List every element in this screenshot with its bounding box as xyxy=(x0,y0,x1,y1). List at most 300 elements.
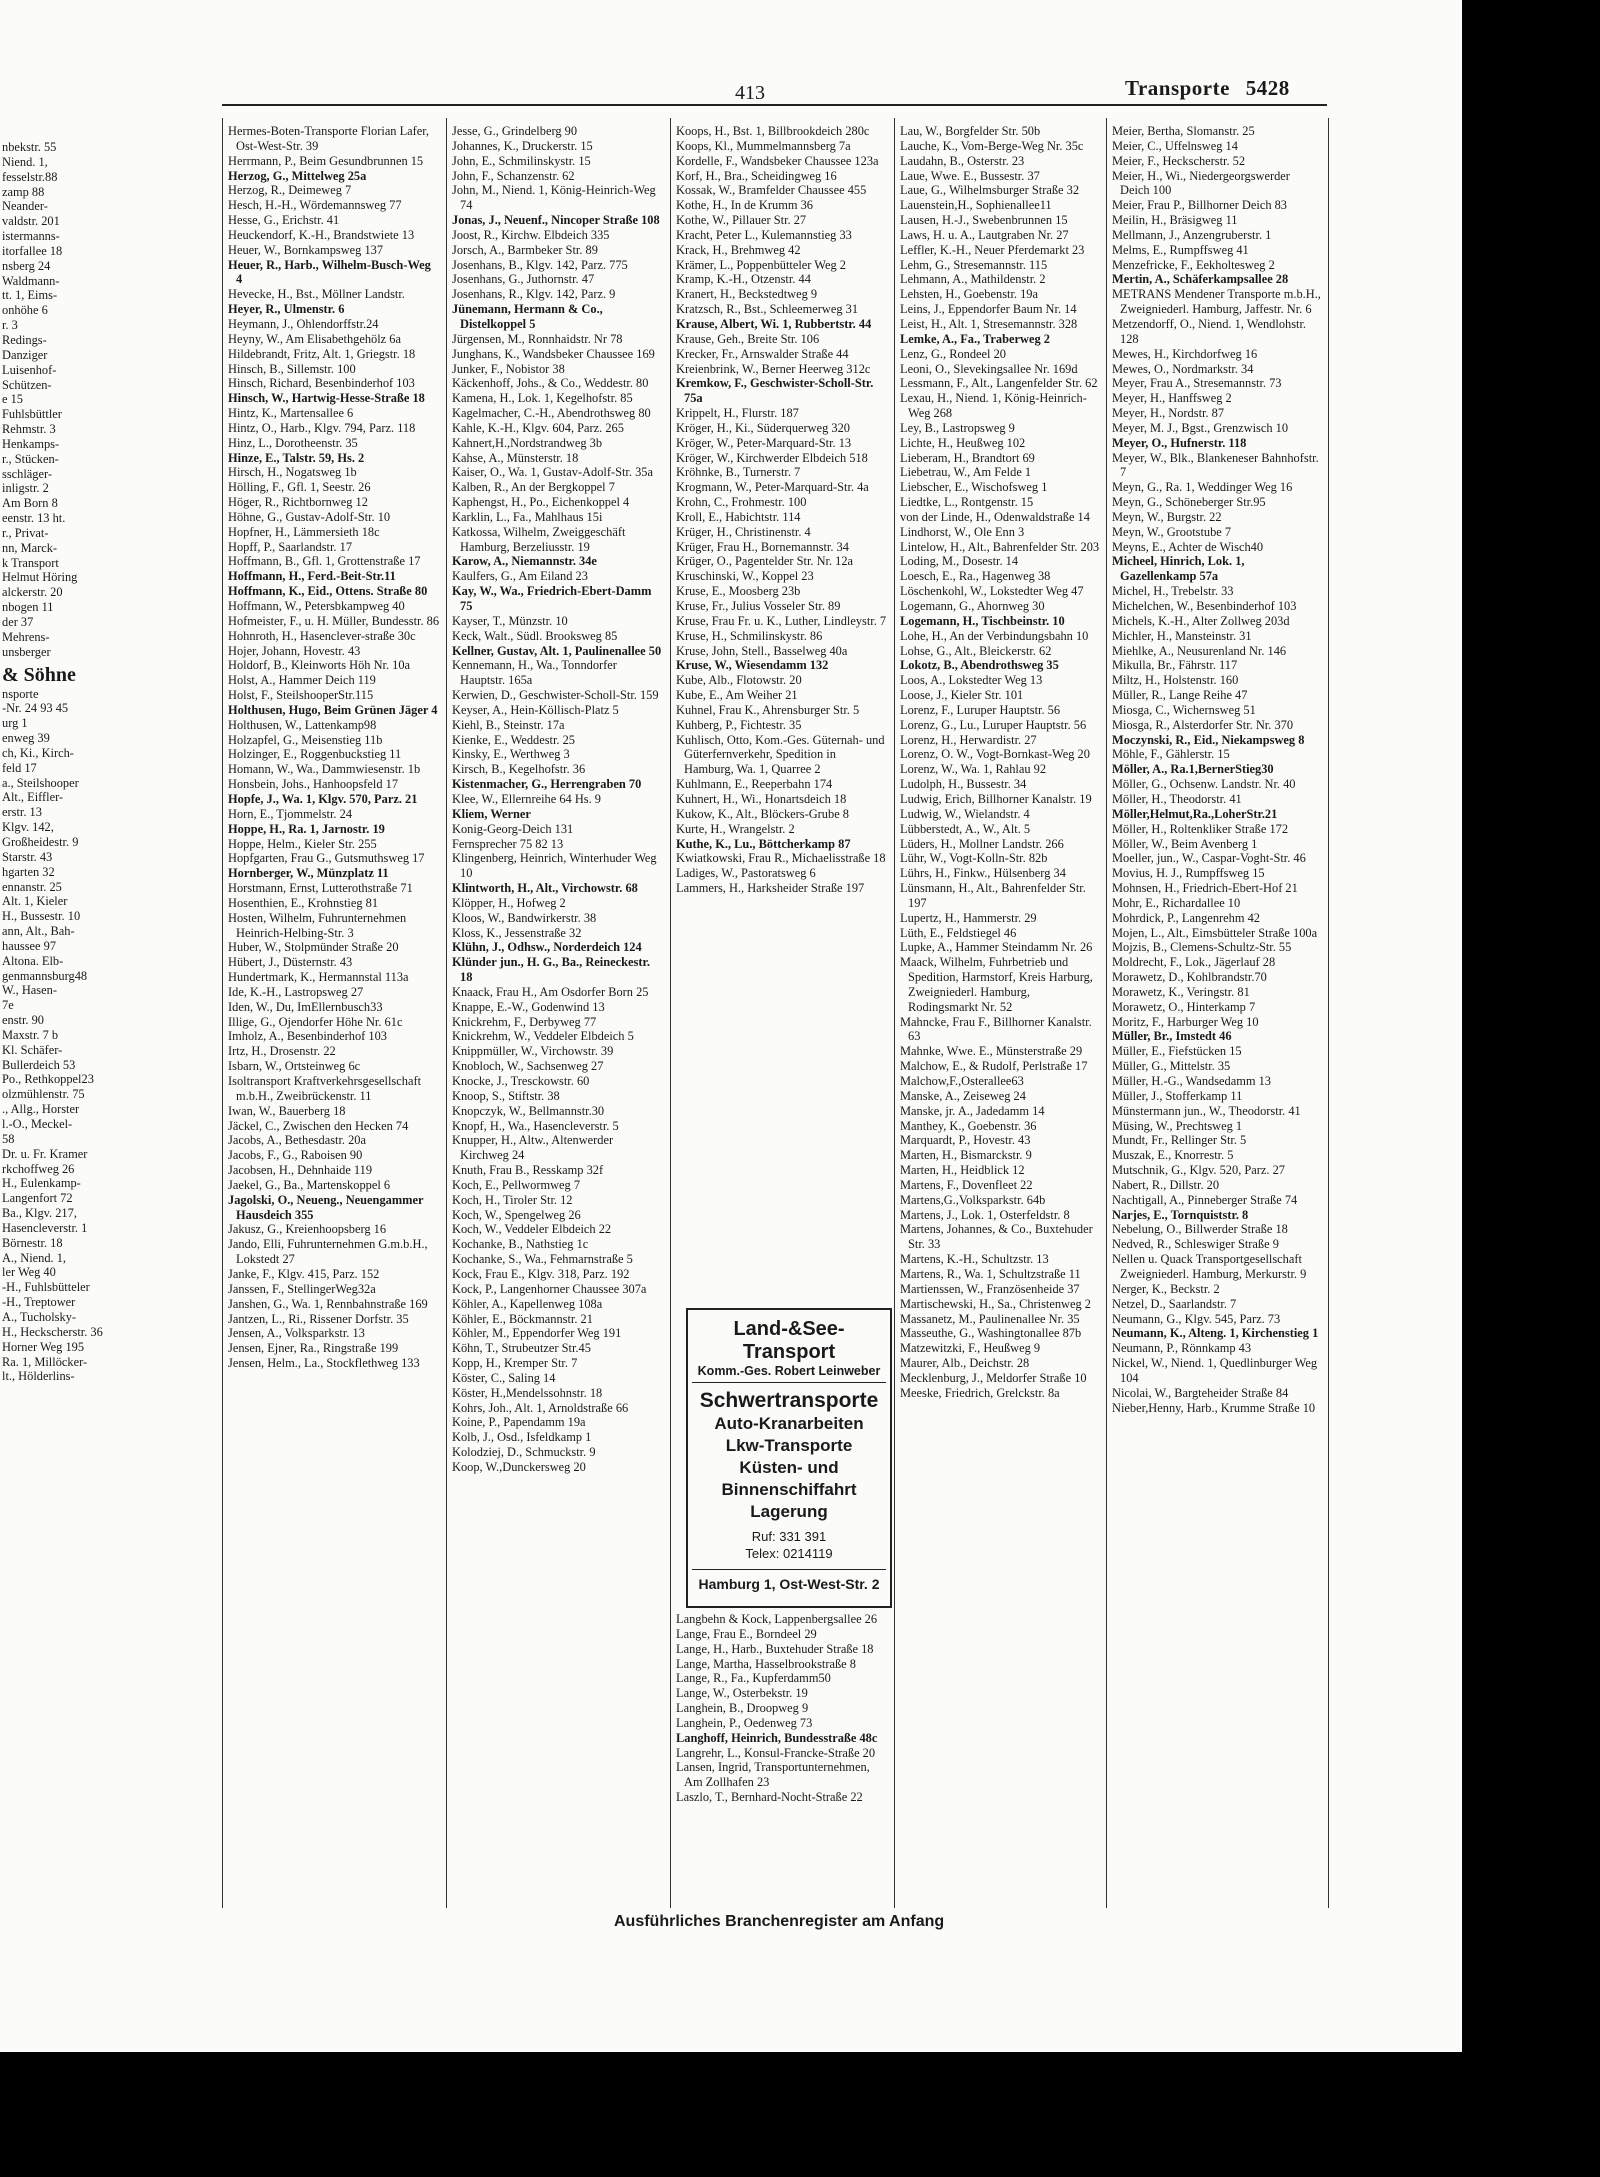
left-fragment-line: onhöhe 6 xyxy=(2,303,48,318)
column-divider xyxy=(670,118,671,1908)
left-fragment-line: enweg 39 xyxy=(2,731,50,746)
directory-entry: Mellmann, J., Anzengruberstr. 1 xyxy=(1112,227,1272,242)
directory-entry: Katkossa, Wilhelm, Zweiggeschäft Hamburg, Berzeliusstr. 19 xyxy=(452,524,626,554)
left-fragment-line: olzmühlenstr. 75 xyxy=(2,1087,85,1102)
section-name: Transporte xyxy=(1125,76,1230,100)
directory-entry: Kuhnel, Frau K., Ahrensburger Str. 5 xyxy=(676,702,860,717)
directory-entry: Hesch, H.-H., Wördemannsweg 77 xyxy=(228,198,402,213)
ad-telex: Telex: 0214119 xyxy=(745,1546,833,1561)
directory-entry: Klöpper, H., Hofweg 2 xyxy=(452,895,566,910)
directory-entry: Hinsch, Richard, Besenbinderhof 103 xyxy=(228,376,415,391)
directory-entry: Hopfgarten, Frau G., Gutsmuthsweg 17 xyxy=(228,851,425,866)
directory-entry: Krogmann, W., Peter-Marquard-Str. 4a xyxy=(676,480,869,495)
directory-entry: Kock, Frau E., Klgv. 318, Parz. 192 xyxy=(452,1266,630,1281)
directory-entry: Kothe, W., Pillauer Str. 27 xyxy=(676,213,807,228)
footer-note: Ausführliches Branchenregister am Anfang xyxy=(614,1913,945,1930)
left-fragment-line: nsporte xyxy=(2,686,39,701)
left-fragment-line: Alt., Eiffler- xyxy=(2,790,64,805)
left-fragment-line: 7e xyxy=(2,998,14,1013)
directory-entry: Knickrehm, W., Veddeler Elbdeich 5 xyxy=(452,1029,634,1044)
left-fragment-line: alckerstr. 20 xyxy=(2,585,63,600)
directory-entry: Klühn, J., Odhsw., Norderdeich 124 xyxy=(452,940,642,955)
directory-entry: Lehsten, H., Goebenstr. 19a xyxy=(900,287,1038,302)
directory-entry: Löschenkohl, W., Lokstedter Weg 47 xyxy=(900,584,1084,599)
directory-entry: Morawetz, D., Kohlbrandstr.70 xyxy=(1112,970,1267,985)
directory-entry: Müller, Br., Imstedt 46 xyxy=(1112,1029,1232,1044)
directory-entry: Meyn, W., Grootstube 7 xyxy=(1112,524,1232,539)
directory-entry: Movius, H. J., Rumpffsweg 15 xyxy=(1112,866,1265,881)
directory-entry: Hofmeister, F., u. H. Müller, Bundesstr. 86 xyxy=(228,613,440,628)
directory-entry: Lupke, A., Hammer Steindamm Nr. 26 xyxy=(900,940,1093,955)
directory-entry: Heyer, R., Ulmenstr. 6 xyxy=(228,302,345,317)
directory-entry: Horstmann, Ernst, Lutterothstraße 71 xyxy=(228,881,413,896)
directory-entry: Krüger, H., Christinenstr. 4 xyxy=(676,524,811,539)
ad-service: Binnenschiffahrt xyxy=(721,1480,857,1499)
directory-entry: Jensen, Ejner, Ra., Ringstraße 199 xyxy=(228,1341,399,1356)
left-fragment-line: 58 xyxy=(2,1131,15,1146)
directory-entry: Koch, E., Pellwormweg 7 xyxy=(452,1177,581,1192)
directory-entry: Hundertmark, K., Hermannstal 113a xyxy=(228,970,409,985)
directory-entry: Lau, W., Borgfelder Str. 50b xyxy=(900,124,1041,138)
directory-entry: Müller, J., Stofferkamp 11 xyxy=(1112,1088,1243,1103)
directory-entry: Laue, G., Wilhelmsburger Straße 32 xyxy=(900,183,1080,198)
directory-entry: Lünsmann, H., Alt., Bahrenfelder Str. 197 xyxy=(900,881,1086,910)
directory-entry: Klintworth, H., Alt., Virchowstr. 68 xyxy=(452,881,638,896)
directory-entry: Kirsch, B., Kegelhofstr. 36 xyxy=(452,762,586,777)
directory-entry: Lemke, A., Fa., Traberweg 2 xyxy=(900,331,1050,346)
directory-entry: Holthusen, Hugo, Beim Grünen Jäger 4 xyxy=(228,702,438,717)
directory-entry: Kamena, H., Lok. 1, Kegelhofstr. 85 xyxy=(452,391,633,406)
directory-entry: Krause, Albert, Wi. 1, Rubbertstr. 44 xyxy=(676,316,872,331)
directory-entry: Holzinger, E., Roggenbuckstieg 11 xyxy=(228,747,402,762)
directory-entry: Mikulla, Br., Fährstr. 117 xyxy=(1112,658,1238,673)
directory-entry: Knoop, S., Stiftstr. 38 xyxy=(452,1088,560,1103)
directory-entry: Jagolski, O., Neueng., Neuengammer Hausdeich 355 xyxy=(228,1192,424,1222)
directory-entry: Lübberstedt, A., W., Alt. 5 xyxy=(900,821,1031,836)
left-fragment-line: Ra. 1, Millöcker- xyxy=(2,1354,88,1369)
left-fragment-line: A., Tucholsky- xyxy=(2,1309,77,1324)
directory-entry: Michler, H., Mansteinstr. 31 xyxy=(1112,628,1252,643)
directory-entry: Heuer, W., Bornkampsweg 137 xyxy=(228,242,384,257)
directory-entry: Joost, R., Kirchw. Elbdeich 335 xyxy=(452,227,610,242)
directory-entry: Krüger, Frau H., Bornemannstr. 34 xyxy=(676,539,849,554)
directory-entry: Koch, W., Veddeler Elbdeich 22 xyxy=(452,1222,612,1237)
directory-entry: Hopff, P., Saarlandstr. 17 xyxy=(228,539,353,554)
directory-entry: Lehmann, A., Mathildenstr. 2 xyxy=(900,272,1046,287)
directory-entry: Meyn, W., Burgstr. 22 xyxy=(1112,509,1222,524)
directory-entry: Miltz, H., Holstenstr. 160 xyxy=(1112,673,1239,688)
directory-entry: Nabert, R., Dillstr. 20 xyxy=(1112,1177,1220,1192)
directory-entry: Lexau, H., Niend. 1, König-Heinrich-Weg 268 xyxy=(900,391,1087,421)
directory-entry: Matzewitzki, F., Heußweg 9 xyxy=(900,1341,1041,1356)
ad-headline: Schwertransporte xyxy=(699,1389,879,1412)
left-fragment-line: sschläger- xyxy=(2,466,52,481)
directory-entry: Lindhorst, W., Ole Enn 3 xyxy=(900,524,1025,539)
directory-entry: Morawetz, O., Hinterkamp 7 xyxy=(1112,999,1256,1014)
directory-entry: Liebetrau, W., Am Felde 1 xyxy=(900,465,1032,480)
directory-entry: Krack, H., Brehmweg 42 xyxy=(676,242,801,257)
directory-entry: Keyser, A., Hein-Köllisch-Platz 5 xyxy=(452,702,619,717)
directory-entry: Kuhnert, H., Wi., Honartsdeich 18 xyxy=(676,791,847,806)
left-fragment-line: valdstr. 201 xyxy=(2,214,60,229)
directory-entry: Kossak, W., Bramfelder Chaussee 455 xyxy=(676,183,867,198)
directory-column-2 xyxy=(452,124,664,1904)
directory-entry: Meier, Bertha, Slomanstr. 25 xyxy=(1112,124,1255,138)
left-fragment-line: e 15 xyxy=(2,392,23,407)
directory-entry: Lange, H., Harb., Buxtehuder Straße 18 xyxy=(676,1641,874,1656)
directory-entry: Holzapfel, G., Meisenstieg 11b xyxy=(228,732,383,747)
column-divider xyxy=(222,118,223,1908)
directory-entry: Langhein, P., Oedenweg 73 xyxy=(676,1715,813,1730)
directory-entry: Jacobs, F., G., Raboisen 90 xyxy=(228,1148,363,1163)
directory-entry: Langhein, B., Droopweg 9 xyxy=(676,1701,809,1716)
left-fragment-line: & Söhne xyxy=(2,663,76,686)
directory-entry: Köster, H.,Mendelssohnstr. 18 xyxy=(452,1385,603,1400)
left-fragment-line: -H., Treptower xyxy=(2,1295,76,1310)
left-fragment-line: H., Bussestr. 10 xyxy=(2,909,81,924)
directory-entry: Kwiatkowski, Frau R., Michaelisstraße 18 xyxy=(676,851,886,866)
directory-entry: Mutschnik, G., Klgv. 520, Parz. 27 xyxy=(1112,1163,1285,1178)
directory-entry: Hinsch, W., Hartwig-Hesse-Straße 18 xyxy=(228,391,425,406)
directory-entry: Lange, W., Osterbekstr. 19 xyxy=(676,1686,808,1701)
directory-entry: Kienke, E., Weddestr. 25 xyxy=(452,732,575,747)
left-fragment-line: Klgv. 142, xyxy=(2,820,54,835)
directory-entry: Lupertz, H., Hammerstr. 29 xyxy=(900,910,1037,925)
directory-entry: Möhle, F., Gählerstr. 15 xyxy=(1112,747,1230,762)
directory-entry: Ladiges, W., Pastoratsweg 6 xyxy=(676,866,816,881)
directory-entry: Jakusz, G., Kreienhoopsberg 16 xyxy=(228,1222,387,1237)
directory-entry: Hevecke, H., Bst., Möllner Landstr. xyxy=(228,287,405,302)
directory-entry: Leffler, K.-H., Neuer Pferdemarkt 23 xyxy=(900,242,1085,257)
left-fragment-line: der 37 xyxy=(2,615,34,629)
directory-entry: Langrehr, L., Konsul-Francke-Straße 20 xyxy=(676,1745,876,1760)
ad-service: Küsten- und xyxy=(739,1458,839,1477)
directory-entry: Kahse, A., Münsterstr. 18 xyxy=(452,450,579,465)
directory-entry: Kochanke, B., Nathstieg 1c xyxy=(452,1237,589,1252)
directory-entry: Klünder jun., H. G., Ba., Reineckestr. 18 xyxy=(452,955,650,985)
left-fragment-line: hgarten 32 xyxy=(2,864,55,879)
directory-entry: Nebelung, O., Billwerder Straße 18 xyxy=(1112,1222,1288,1237)
left-fragment-line: Starstr. 43 xyxy=(2,849,53,864)
directory-entry: Köster, C., Saling 14 xyxy=(452,1370,556,1385)
directory-entry: Lenz, G., Rondeel 20 xyxy=(900,346,1006,361)
left-fragment-line: Ba., Klgv. 217, xyxy=(2,1206,77,1221)
directory-entry: Liedtke, L., Rontgenstr. 15 xyxy=(900,495,1034,510)
directory-entry: Mahncke, Frau F., Billhorner Kanalstr. 63 xyxy=(900,1014,1092,1044)
directory-entry: Logemann, G., Ahornweg 30 xyxy=(900,599,1045,613)
directory-entry: Massanetz, M., Paulinenallee Nr. 35 xyxy=(900,1311,1080,1326)
directory-entry: Krohn, C., Frohmestr. 100 xyxy=(676,495,807,510)
directory-entry: Janssen, F., StellingerWeg32a xyxy=(228,1281,376,1296)
left-fragment-line: nbogen 11 xyxy=(2,600,54,615)
directory-entry: Logemann, H., Tischbeinstr. 10 xyxy=(900,613,1065,628)
directory-entry: Lohse, G., Alt., Bleickerstr. 62 xyxy=(900,643,1052,658)
left-fragment-line: itorfallee 18 xyxy=(2,243,63,258)
directory-entry: Mojzis, B., Clemens-Schultz-Str. 55 xyxy=(1112,940,1292,955)
directory-entry: Höhne, G., Gustav-Adolf-Str. 10 xyxy=(228,509,391,524)
directory-entry: Kaiser, O., Wa. 1, Gustav-Adolf-Str. 35a xyxy=(452,465,653,480)
left-fragment-line: -Nr. 24 93 45 xyxy=(2,701,69,716)
directory-entry: Lührs, H., Finkw., Hülsenberg 34 xyxy=(900,866,1066,881)
directory-entry: Heuer, R., Harb., Wilhelm-Busch-Weg 4 xyxy=(228,257,431,287)
directory-entry: Korf, H., Bra., Scheidingweg 16 xyxy=(676,168,837,183)
directory-entry: Lintelow, H., Alt., Bahrenfelder Str. 203 xyxy=(900,539,1100,554)
directory-entry: Kruse, W., Wiesendamm 132 xyxy=(676,658,829,673)
directory-entry: Meyn, G., Schöneberger Str.95 xyxy=(1112,495,1266,510)
directory-entry: Langhoff, Heinrich, Bundesstraße 48c xyxy=(676,1730,878,1745)
directory-entry: Holthusen, W., Lattenkamp98 xyxy=(228,717,377,732)
directory-entry: Laszlo, T., Bernhard-Nocht-Straße 22 xyxy=(676,1790,863,1805)
directory-entry: Krause, Geh., Breite Str. 106 xyxy=(676,331,820,346)
directory-entry: Kinsky, E., Werthweg 3 xyxy=(452,747,570,762)
ad-service: Lagerung xyxy=(750,1502,828,1521)
directory-entry: Nickel, W., Niend. 1, Quedlinburger Weg 104 xyxy=(1112,1356,1318,1385)
left-fragment-line: haussee 97 xyxy=(2,938,57,953)
directory-entry: Kliem, Werner xyxy=(452,806,531,821)
directory-entry: Fernsprecher 75 82 13 xyxy=(452,836,564,851)
directory-entry: Keck, Walt., Südl. Brooksweg 85 xyxy=(452,628,618,643)
directory-entry: Hosten, Wilhelm, Fuhrunternehmen Heinrich-Helbing-Str. 3 xyxy=(228,910,407,940)
directory-entry: Jürgensen, M., Ronnhaidstr. Nr 78 xyxy=(452,331,623,346)
directory-entry: Janshen, G., Wa. 1, Rennbahnstraße 169 xyxy=(228,1296,428,1311)
directory-entry: Moritz, F., Harburger Weg 10 xyxy=(1112,1014,1259,1029)
directory-entry: Lüders, H., Mollner Landstr. 266 xyxy=(900,836,1064,851)
directory-entry: Isoltransport Kraftverkehrsgesellschaft m.b.H., Zweibrückenstr. 11 xyxy=(228,1074,422,1103)
page-number: 413 xyxy=(735,82,765,104)
directory-entry: Hornberger, W., Münzplatz 11 xyxy=(228,866,389,881)
directory-entry: Knippmüller, W., Virchowstr. 39 xyxy=(452,1044,614,1059)
directory-entry: Loding, M., Dosestr. 14 xyxy=(900,554,1019,569)
directory-entry: Mewes, H., Kirchdorfweg 16 xyxy=(1112,346,1258,361)
left-fragment-line: Schützen- xyxy=(2,377,52,392)
directory-entry: Martischewski, H., Sa., Christenweg 2 xyxy=(900,1296,1091,1311)
directory-entry: Junghans, K., Wandsbeker Chaussee 169 xyxy=(452,346,655,361)
directory-entry: Leoni, O., Slevekingsallee Nr. 169d xyxy=(900,361,1078,376)
ad-service: Lkw-Transporte xyxy=(725,1436,853,1455)
left-fragment-line: Dr. u. Fr. Kramer xyxy=(2,1146,88,1161)
directory-entry: Lauche, K., Vom-Berge-Weg Nr. 35c xyxy=(900,138,1084,153)
directory-entry: Lohe, H., An der Verbindungsbahn 10 xyxy=(900,628,1089,643)
directory-entry: Jünemann, Hermann & Co., Distelkoppel 5 xyxy=(452,302,603,331)
directory-entry: Lüth, E., Feldstiegel 46 xyxy=(900,925,1017,940)
directory-entry: Lauenstein,H., Sophienallee11 xyxy=(900,198,1052,213)
directory-entry: Mojen, L., Alt., Eimsbütteler Straße 100a xyxy=(1112,925,1318,940)
directory-entry: Neumann, K., Alteng. 1, Kirchenstieg 1 xyxy=(1112,1326,1319,1341)
directory-entry: Kistenmacher, G., Herrengraben 70 xyxy=(452,777,642,792)
directory-entry: Jäckel, C., Zwischen den Hecken 74 xyxy=(228,1118,409,1133)
directory-entry: Möller, G., Ochsenw. Landstr. Nr. 40 xyxy=(1112,777,1296,792)
directory-entry: Metzendorff, O., Niend. 1, Wendlohstr. 128 xyxy=(1112,316,1307,346)
directory-entry: Moeller, jun., W., Caspar-Voght-Str. 46 xyxy=(1112,851,1306,866)
directory-entry: Maurer, Alb., Deichstr. 28 xyxy=(900,1356,1030,1371)
directory-entry: Kalben, R., An der Bergkoppel 7 xyxy=(452,480,615,495)
left-fragment-line: nbekstr. 55 xyxy=(2,140,57,154)
directory-entry: Müsing, W., Prechtsweg 1 xyxy=(1112,1118,1243,1133)
left-fragment-line: k Transport xyxy=(2,555,59,570)
directory-entry: Jorsch, A., Barmbeker Str. 89 xyxy=(452,242,598,257)
directory-entry: John, M., Niend. 1, König-Heinrich-Weg 74 xyxy=(452,183,656,213)
directory-entry: Karklin, L., Fa., Mahlhaus 15i xyxy=(452,509,603,524)
directory-entry: Hölling, F., Gfl. 1, Seestr. 26 xyxy=(228,480,371,495)
directory-entry: Marten, H., Bismarckstr. 9 xyxy=(900,1148,1032,1163)
directory-entry: Kolodziej, D., Schmuckstr. 9 xyxy=(452,1445,596,1460)
directory-entry: Hildebrandt, Fritz, Alt. 1, Griegstr. 18 xyxy=(228,346,416,361)
directory-entry: Maack, Wilhelm, Fuhrbetrieb und Spedition, Harmstorf, Kreis Harburg, Zweigniederl. Hamburg, Rodingsmarkt Nr. 52 xyxy=(900,955,1093,1014)
directory-entry: Hirsch, H., Nogatsweg 1b xyxy=(228,465,357,480)
directory-entry: Meier, F., Heckscherstr. 52 xyxy=(1112,153,1246,168)
header-rule xyxy=(222,104,1327,106)
left-fragment-line: ., Allg., Horster xyxy=(2,1102,80,1117)
directory-entry: Höger, R., Richtbornweg 12 xyxy=(228,495,368,510)
directory-entry: Manske, jr. A., Jadedamm 14 xyxy=(900,1103,1045,1118)
directory-entry: Lammers, H., Harksheider Straße 197 xyxy=(676,881,865,896)
directory-entry: Laws, H. u. A., Lautgraben Nr. 27 xyxy=(900,227,1069,242)
directory-entry: Mundt, Fr., Rellinger Str. 5 xyxy=(1112,1133,1247,1148)
directory-entry: Knopf, H., Wa., Hasencleverstr. 5 xyxy=(452,1118,619,1133)
directory-entry: Knaack, Frau H., Am Osdorfer Born 25 xyxy=(452,984,649,999)
directory-entry: Micheel, Hinrich, Lok. 1, Gazellenkamp 57a xyxy=(1112,554,1245,584)
directory-entry: Kaulfers, G., Am Eiland 23 xyxy=(452,569,588,584)
left-fragment-line: ler Weg 40 xyxy=(2,1265,56,1280)
directory-entry: Kröger, W., Peter-Marquard-Str. 13 xyxy=(676,435,852,450)
directory-entry: Jacobsen, H., Dehnhaide 119 xyxy=(228,1163,373,1178)
directory-entry: Illige, G., Ojendorfer Höhe Nr. 61c xyxy=(228,1014,403,1029)
directory-entry: Lorenz, O. W., Vogt-Bornkast-Weg 20 xyxy=(900,747,1090,762)
directory-entry: Knupper, H., Altw., Altenwerder Kirchweg 24 xyxy=(452,1133,614,1163)
directory-entry: Manthey, K., Goebenstr. 36 xyxy=(900,1118,1037,1133)
left-fragment-line: W., Hasen- xyxy=(2,983,57,998)
directory-entry: Lichte, H., Heußweg 102 xyxy=(900,435,1026,450)
left-fragment-line: Am Born 8 xyxy=(2,496,58,511)
advertisement-box xyxy=(686,1308,892,1608)
directory-entry: Miehlke, A., Neusurenland Nr. 146 xyxy=(1112,643,1287,658)
directory-entry: Heuckendorf, K.-H., Brandstwiete 13 xyxy=(228,227,415,242)
column-divider xyxy=(446,118,447,1908)
left-fragment-line: nn, Marck- xyxy=(2,540,58,555)
directory-entry: Kruse, John, Stell., Basselweg 40a xyxy=(676,643,848,658)
directory-entry: Kroll, E., Habichtstr. 114 xyxy=(676,509,801,524)
directory-entry: Koch, H., Tiroler Str. 12 xyxy=(452,1192,573,1207)
directory-entry: Lange, Martha, Hasselbrookstraße 8 xyxy=(676,1656,856,1671)
directory-entry: Josenhans, B., Klgv. 142, Parz. 775 xyxy=(452,257,628,272)
directory-entry: Kukow, K., Alt., Blöckers-Grube 8 xyxy=(676,806,849,821)
ad-phone: Ruf: 331 391 xyxy=(751,1529,827,1544)
directory-entry: Junker, F., Nobistor 38 xyxy=(452,361,565,376)
directory-entry: Meier, H., Wi., Niedergeorgswerder Deich 100 xyxy=(1112,168,1290,198)
directory-entry: Josenhans, R., Klgv. 142, Parz. 9 xyxy=(452,287,616,302)
directory-entry: Kock, P., Langenhorner Chaussee 307a xyxy=(452,1281,647,1296)
left-fragment-line: Henkamps- xyxy=(2,436,60,451)
directory-entry: Jacobs, A., Bethesdastr. 20a xyxy=(228,1133,366,1148)
directory-entry: Jaekel, G., Ba., Martenskoppel 6 xyxy=(228,1177,391,1192)
directory-entry: Marten, H., Heidblick 12 xyxy=(900,1163,1025,1178)
left-fragment-line: Waldmann- xyxy=(2,273,60,288)
directory-entry: Martienssen, W., Französenheide 37 xyxy=(900,1281,1080,1296)
left-fragment-line: A., Niend. 1, xyxy=(2,1250,67,1265)
directory-entry: Lessmann, F., Alt., Langenfelder Str. 62 xyxy=(900,376,1098,391)
directory-entry: Moczynski, R., Eid., Niekampsweg 8 xyxy=(1112,732,1305,747)
left-fragment-line: r., Stücken- xyxy=(2,451,59,466)
directory-entry: Meyer, H., Hanffsweg 2 xyxy=(1112,391,1232,406)
left-fragment-line: Redings- xyxy=(2,332,47,347)
directory-entry: Isbarn, W., Ortsteinweg 6c xyxy=(228,1059,361,1074)
left-fragment-line: eenstr. 13 ht. xyxy=(2,511,66,526)
directory-entry: Holst, F., SteilshooperStr.115 xyxy=(228,688,374,703)
left-fragment-line: genmannsburg48 xyxy=(2,968,88,983)
directory-entry: Meier, Frau P., Billhorner Deich 83 xyxy=(1112,198,1288,213)
directory-entry: Möller,Helmut,Ra.,LoherStr.21 xyxy=(1112,806,1278,821)
directory-entry: Kahnert,H.,Nordstrandweg 3b xyxy=(452,435,603,450)
directory-entry: Kracht, Peter L., Kulemannstieg 33 xyxy=(676,227,852,242)
directory-entry: Meyer, Frau A., Stresemannstr. 73 xyxy=(1112,376,1282,391)
left-fragment-line: H., Heckscherstr. 36 xyxy=(2,1324,103,1339)
directory-entry: Menzefricke, F., Eekholtesweg 2 xyxy=(1112,257,1275,272)
directory-entry: Kayser, T., Münzstr. 10 xyxy=(452,613,568,628)
directory-entry: Kahle, K.-H., Klgv. 604, Parz. 265 xyxy=(452,420,624,435)
directory-entry: Kröger, H., Ki., Süderquerweg 320 xyxy=(676,420,850,435)
directory-column-1 xyxy=(228,124,440,1904)
left-fragment-line: unsberger xyxy=(2,644,51,659)
directory-entry: Koch, W., Spengelweg 26 xyxy=(452,1207,581,1222)
directory-entry: Martens,G.,Volksparkstr. 64b xyxy=(900,1192,1046,1207)
left-fragment-line: Börnestr. 18 xyxy=(2,1235,63,1250)
directory-entry: Kruse, H., Schmilinskystr. 86 xyxy=(676,628,823,643)
directory-entry: Martens, K.-H., Schultzstr. 13 xyxy=(900,1252,1049,1267)
directory-entry: Knobloch, W., Sachsenweg 27 xyxy=(452,1059,604,1074)
directory-entry: Martens, F., Dovenfleet 22 xyxy=(900,1177,1033,1192)
directory-entry: Kuthe, K., Lu., Böttcherkamp 87 xyxy=(676,836,851,851)
column-divider xyxy=(1106,118,1107,1908)
directory-entry: Hesse, G., Erichstr. 41 xyxy=(228,213,340,228)
directory-entry: Hoppe, Helm., Kieler Str. 255 xyxy=(228,836,377,851)
directory-entry: Kratzsch, R., Bst., Schleemerweg 31 xyxy=(676,302,859,317)
directory-entry: Kochanke, S., Wa., Fehmarnstraße 5 xyxy=(452,1252,633,1267)
directory-entry: Kay, W., Wa., Friedrich-Ebert-Damm 75 xyxy=(452,584,652,613)
directory-entry: Nicolai, W., Bargteheider Straße 84 xyxy=(1112,1385,1289,1400)
directory-entry: Mewes, O., Nordmarkstr. 34 xyxy=(1112,361,1254,376)
directory-entry: Hoffmann, H., Ferd.-Beit-Str.11 xyxy=(228,569,396,584)
directory-entry: Koops, H., Bst. 1, Billbrookdeich 280c xyxy=(676,124,870,138)
left-fragment-line: ch, Ki., Kirch- xyxy=(2,745,74,760)
directory-entry: Köhler, M., Eppendorfer Weg 191 xyxy=(452,1326,622,1341)
directory-entry: Miosga, R., Alsterdorfer Str. Nr. 370 xyxy=(1112,717,1294,732)
directory-entry: Kloos, W., Bandwirkerstr. 38 xyxy=(452,910,597,925)
directory-entry: Knopczyk, W., Bellmannstr.30 xyxy=(452,1103,605,1118)
directory-entry: Mahnke, Wwe. E., Münsterstraße 29 xyxy=(900,1044,1083,1059)
column-divider xyxy=(894,118,895,1908)
left-fragment-line: lt., Hölderlins- xyxy=(2,1369,75,1384)
directory-entry: Möller, W., Beim Avenberg 1 xyxy=(1112,836,1258,851)
ad-address: Hamburg 1, Ost-West-Str. 2 xyxy=(692,1569,886,1592)
column-divider xyxy=(1328,118,1329,1908)
directory-entry: Nieber,Henny, Harb., Krumme Straße 10 xyxy=(1112,1400,1316,1415)
directory-entry: Marquardt, P., Hovestr. 43 xyxy=(900,1133,1031,1148)
directory-entry: Kreienbrink, W., Berner Heerweg 312c xyxy=(676,361,871,376)
directory-entry: Holst, A., Hammer Deich 119 xyxy=(228,673,376,688)
directory-column-3 xyxy=(676,124,888,1294)
left-fragment-line: Luisenhof- xyxy=(2,362,57,377)
directory-entry: Leist, H., Alt. 1, Stresemannstr. 328 xyxy=(900,316,1078,331)
directory-entry: Liebscher, E., Wischofsweg 1 xyxy=(900,480,1048,495)
directory-entry: Koops, Kl., Mummelmannsberg 7a xyxy=(676,138,851,153)
directory-entry: Lorenz, G., Lu., Luruper Hauptstr. 56 xyxy=(900,717,1087,732)
left-fragment-line: Danziger xyxy=(2,347,48,362)
directory-entry: Kruse, Fr., Julius Vosseler Str. 89 xyxy=(676,599,841,613)
directory-entry: Kagelmacher, C.-H., Abendrothsweg 80 xyxy=(452,406,651,421)
directory-entry: Ley, B., Lastropsweg 9 xyxy=(900,420,1015,435)
left-fragment-line: Hasencleverstr. 1 xyxy=(2,1220,88,1235)
directory-entry: Iwan, W., Bauerberg 18 xyxy=(228,1103,346,1118)
